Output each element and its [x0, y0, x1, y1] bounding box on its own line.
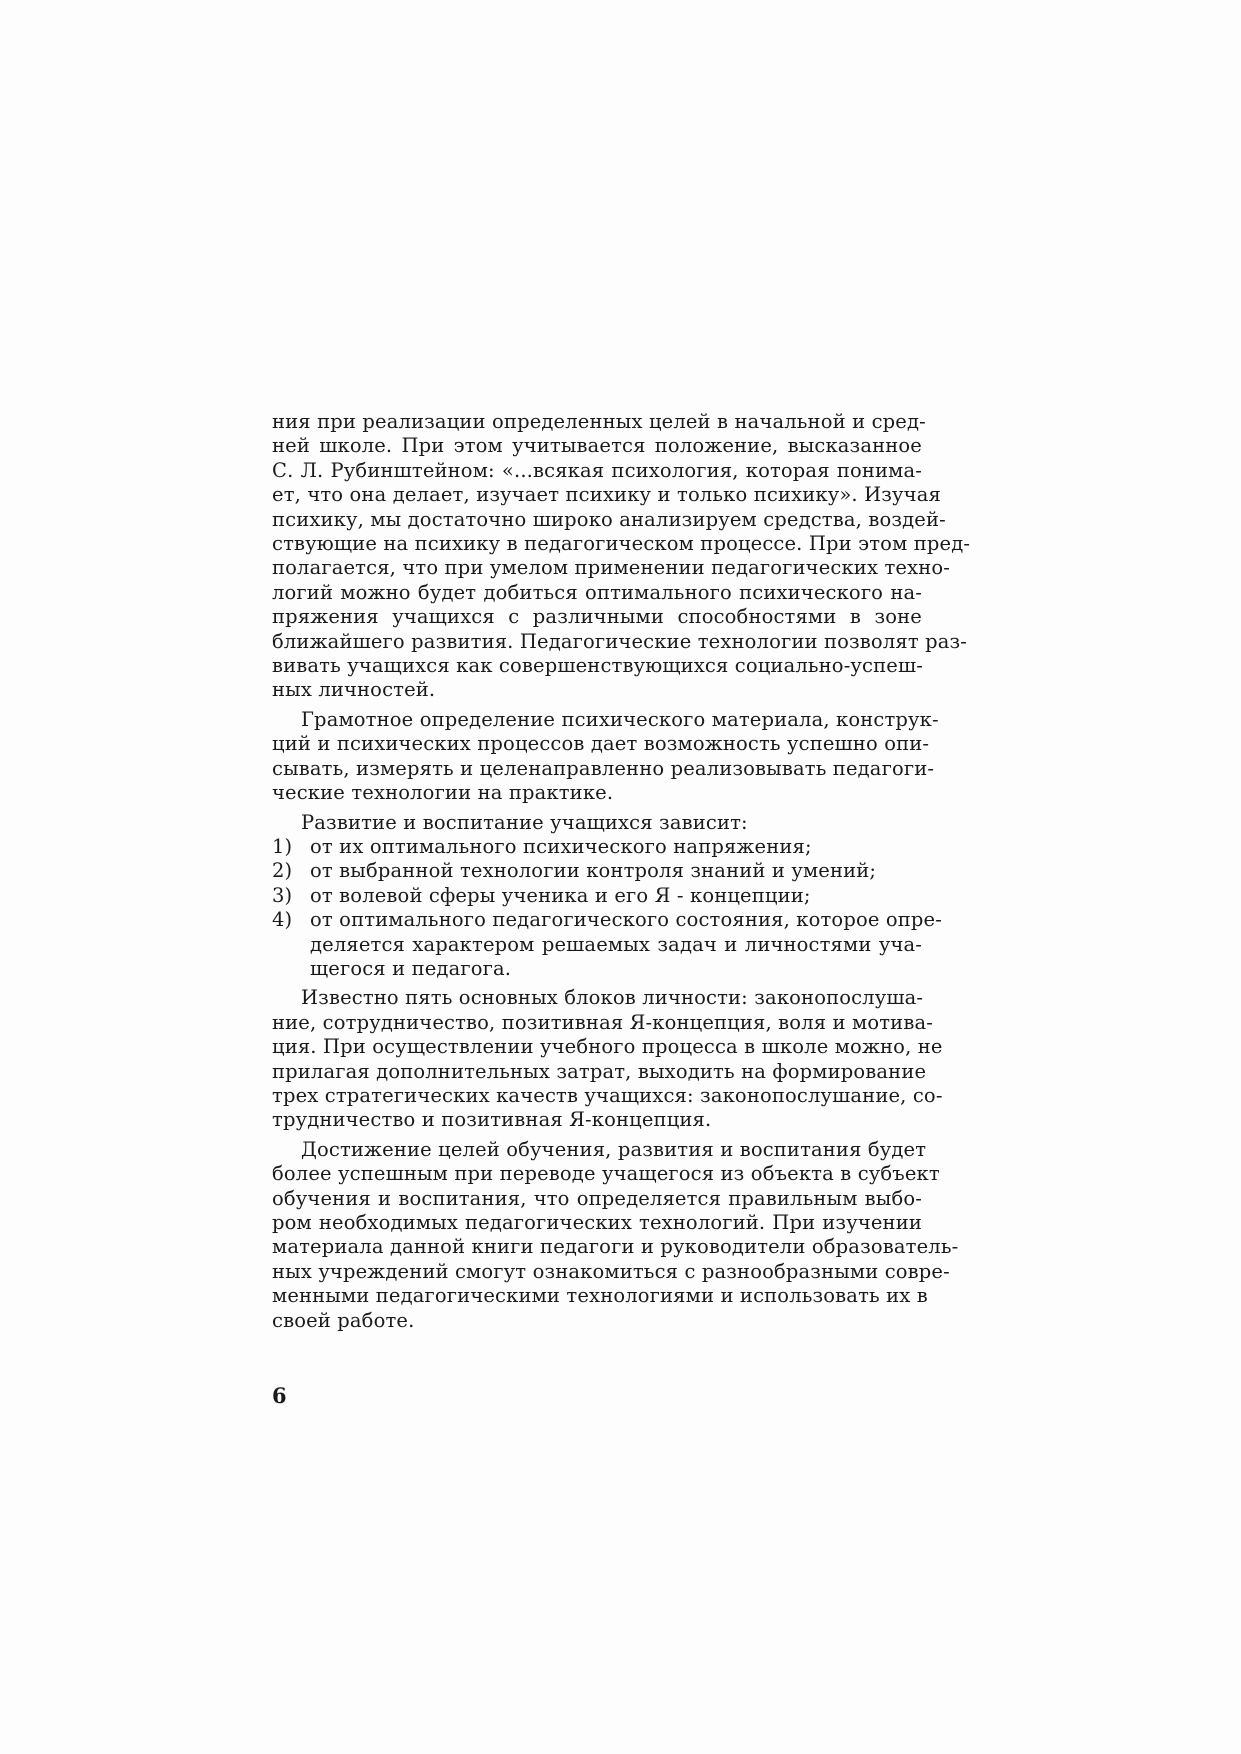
list-item: [272, 884, 922, 908]
paragraph-1: [272, 410, 971, 703]
text-line: ций и психических процессов дает возможность успешно опи-: [272, 732, 930, 756]
list-item: [272, 835, 922, 859]
page-number: 6: [272, 1383, 287, 1408]
text-line: пряжения учащихся с различными способностями в зоне: [272, 605, 922, 629]
list-item-continuation: щегося и педагога.: [310, 956, 512, 980]
text-line: ческие технологии на практике.: [272, 781, 614, 805]
text-line: ния при реализации определенных целей в начальной и сред-: [272, 410, 926, 433]
text-line: полагается, что при умелом применении педагогических техно-: [272, 556, 950, 580]
paragraph-5: [272, 1137, 959, 1333]
text-line: ближайшего развития. Педагогические технологии позволят раз-: [272, 629, 968, 653]
list-number: 4): [272, 908, 293, 932]
list-item-text: от оптимального педагогического состояния, которое опре-: [310, 908, 942, 932]
text-line: менными педагогическими технологиями и использовать их в: [272, 1284, 928, 1308]
text-line: ние, сотрудничество, позитивная Я-концепция, воля и мотива-: [272, 1010, 933, 1034]
list-number: 1): [272, 834, 293, 858]
text-line: Развитие и воспитание учащихся зависит:: [301, 810, 748, 834]
paragraph-3: [272, 811, 922, 835]
list-item: [272, 908, 942, 932]
text-line: сывать, измерять и целенаправленно реализовывать педагоги-: [272, 756, 935, 780]
list-item-text: от волевой сферы ученика и его Я - концепции;: [310, 883, 811, 907]
text-line: Достижение целей обучения, развития и воспитания будет: [301, 1137, 927, 1161]
text-line: трудничество и позитивная Я-концепция.: [272, 1108, 712, 1132]
text-line: Известно пять основных блоков личности: законопослуша-: [301, 986, 924, 1010]
list-number: 2): [272, 859, 293, 883]
text-line: ром необходимых педагогических технологий. При изучении: [272, 1211, 922, 1234]
text-line: С. Л. Рубинштейном: «...всякая психология, которая понима-: [272, 458, 922, 482]
text-line: более успешным при переводе учащегося из объекта в субъект: [272, 1162, 940, 1186]
text-line: вивать учащихся как совершенствующихся социально-успеш-: [272, 654, 923, 678]
numbered-list: [272, 834, 942, 981]
text-line: трех стратегических качеств учащихся: законопослушание, со-: [272, 1083, 943, 1107]
text-line: материала данной книги педагоги и руководители образователь-: [272, 1235, 959, 1259]
text-line: прилагая дополнительных затрат, выходить на формирование: [272, 1059, 927, 1083]
list-item-continuation: деляется характером решаемых задач и личностями уча-: [310, 932, 922, 956]
text-line: обучения и воспитания, что определяется правильным выбо-: [272, 1186, 922, 1210]
text-line: Грамотное определение психического материала, конструк-: [301, 707, 939, 731]
list-item-text: от их оптимального психического напряжения;: [310, 834, 812, 858]
text-line: своей работе.: [272, 1308, 415, 1332]
text-line: ет, что она делает, изучает психику и только психику». Изучая: [272, 483, 941, 507]
text-line: ствующие на психику в педагогическом процессе. При этом пред-: [272, 532, 971, 556]
paragraph-2: [272, 707, 939, 806]
text-line: ных учреждений смогут ознакомиться с разнообразными совре-: [272, 1259, 950, 1283]
text-line: логий можно будет добиться оптимального психического на-: [272, 580, 922, 604]
text-line: ция. При осуществлении учебного процесса в школе можно, не: [272, 1035, 943, 1059]
text-line: ней школе. При этом учитывается положение, высказанное: [272, 434, 922, 458]
list-item-text: от выбранной технологии контроля знаний и умений;: [310, 859, 877, 883]
paragraph-4: [272, 986, 943, 1132]
text-line: ных личностей.: [272, 678, 436, 702]
list-number: 3): [272, 883, 293, 907]
body-text: [272, 410, 971, 1333]
text-line: психику, мы достаточно широко анализируем средства, воздей-: [272, 507, 946, 531]
list-item: [272, 859, 922, 883]
